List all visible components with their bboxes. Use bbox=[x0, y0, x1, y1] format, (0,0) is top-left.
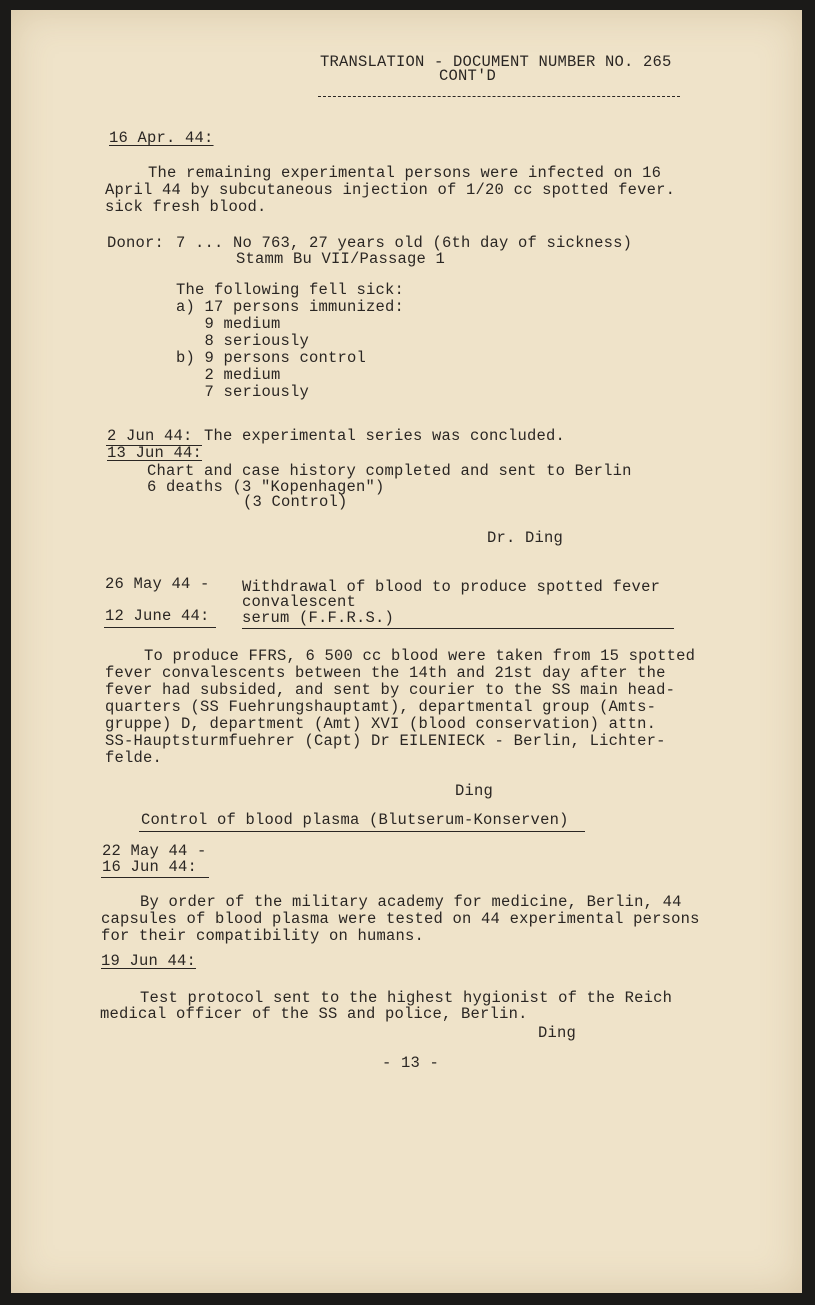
paragraph-line: for their compatibility on humans. bbox=[101, 927, 425, 945]
entry-heading: Withdrawal of blood to produce spotted fever bbox=[242, 578, 661, 596]
entry-date-from: 22 May 44 - bbox=[102, 842, 207, 860]
entry-text: The experimental series was concluded. bbox=[204, 427, 566, 445]
donor-line: Stamm Bu VII/Passage 1 bbox=[236, 250, 446, 268]
paragraph-line: gruppe) D, department (Amt) XVI (blood conservation) attn. bbox=[105, 715, 657, 733]
donor-label: Donor: bbox=[107, 234, 165, 252]
result-line: 9 medium bbox=[176, 315, 281, 333]
paragraph-line: Test protocol sent to the highest hygionist of the Reich bbox=[140, 989, 673, 1007]
entry-line: 6 deaths (3 "Kopenhagen") bbox=[147, 478, 385, 496]
page-number: - 13 - bbox=[382, 1054, 440, 1072]
signature: Ding bbox=[455, 782, 494, 800]
paragraph-line: To produce FFRS, 6 500 cc blood were taken from 15 spotted bbox=[144, 647, 696, 665]
date-underline bbox=[104, 627, 216, 628]
result-line: The following fell sick: bbox=[176, 281, 405, 299]
paragraph-line: quarters (SS Fuehrungshauptamt), departmental group (Amts- bbox=[105, 698, 657, 716]
entry-date-from: 26 May 44 - bbox=[105, 575, 210, 593]
paragraph-line: By order of the military academy for medicine, Berlin, 44 bbox=[140, 893, 682, 911]
entry-date: 19 Jun 44: bbox=[101, 952, 197, 970]
section-heading: Control of blood plasma (Blutserum-Konserven) bbox=[141, 811, 569, 829]
entry-line: (3 Control) bbox=[243, 493, 348, 511]
entry-date: 16 Apr. 44: bbox=[109, 129, 214, 147]
result-line: b) 9 persons control bbox=[176, 349, 367, 367]
paragraph-line: The remaining experimental persons were infected on 16 bbox=[148, 164, 662, 182]
signature: Dr. Ding bbox=[487, 529, 564, 547]
entry-date-to: 16 Jun 44: bbox=[102, 858, 198, 876]
paragraph-line: sick fresh blood. bbox=[105, 198, 267, 216]
entry-date: 2 Jun 44: bbox=[107, 427, 193, 445]
document-page bbox=[11, 10, 802, 1293]
paragraph-line: medical officer of the SS and police, Berlin. bbox=[100, 1005, 528, 1023]
result-line: 7 seriously bbox=[176, 383, 310, 401]
donor-line: 7 ... No 763, 27 years old (6th day of sickness) bbox=[176, 234, 633, 252]
signature: Ding bbox=[538, 1024, 577, 1042]
paragraph-line: fever had subsided, and sent by courier to the SS main head- bbox=[105, 681, 676, 699]
date-underline bbox=[101, 877, 209, 878]
paragraph-line: capsules of blood plasma were tested on 44 experimental persons bbox=[101, 910, 700, 928]
result-line: 2 medium bbox=[176, 366, 281, 384]
entry-heading: serum (F.F.R.S.) bbox=[242, 609, 395, 627]
result-line: 8 seriously bbox=[176, 332, 310, 350]
section-heading-underline bbox=[139, 831, 585, 832]
document-contd: CONT'D bbox=[439, 67, 497, 85]
document-title: TRANSLATION - DOCUMENT NUMBER NO. 265 bbox=[320, 53, 672, 71]
entry-date-to: 12 June 44: bbox=[105, 607, 210, 625]
result-line: a) 17 persons immunized: bbox=[176, 298, 405, 316]
paragraph-line: felde. bbox=[105, 749, 163, 767]
entry-line: Chart and case history completed and sent to Berlin bbox=[147, 462, 632, 480]
paragraph-line: fever convalescents between the 14th and 21st day after the bbox=[105, 664, 666, 682]
header-rule bbox=[318, 96, 680, 97]
paragraph-line: SS-Hauptsturmfuehrer (Capt) Dr EILENIECK - Berlin, Lichter- bbox=[105, 732, 666, 750]
paragraph-line: April 44 by subcutaneous injection of 1/20 cc spotted fever. bbox=[105, 181, 676, 199]
entry-date: 13 Jun 44: bbox=[107, 444, 203, 462]
entry-heading: convalescent bbox=[242, 593, 357, 611]
heading-underline bbox=[242, 628, 674, 629]
